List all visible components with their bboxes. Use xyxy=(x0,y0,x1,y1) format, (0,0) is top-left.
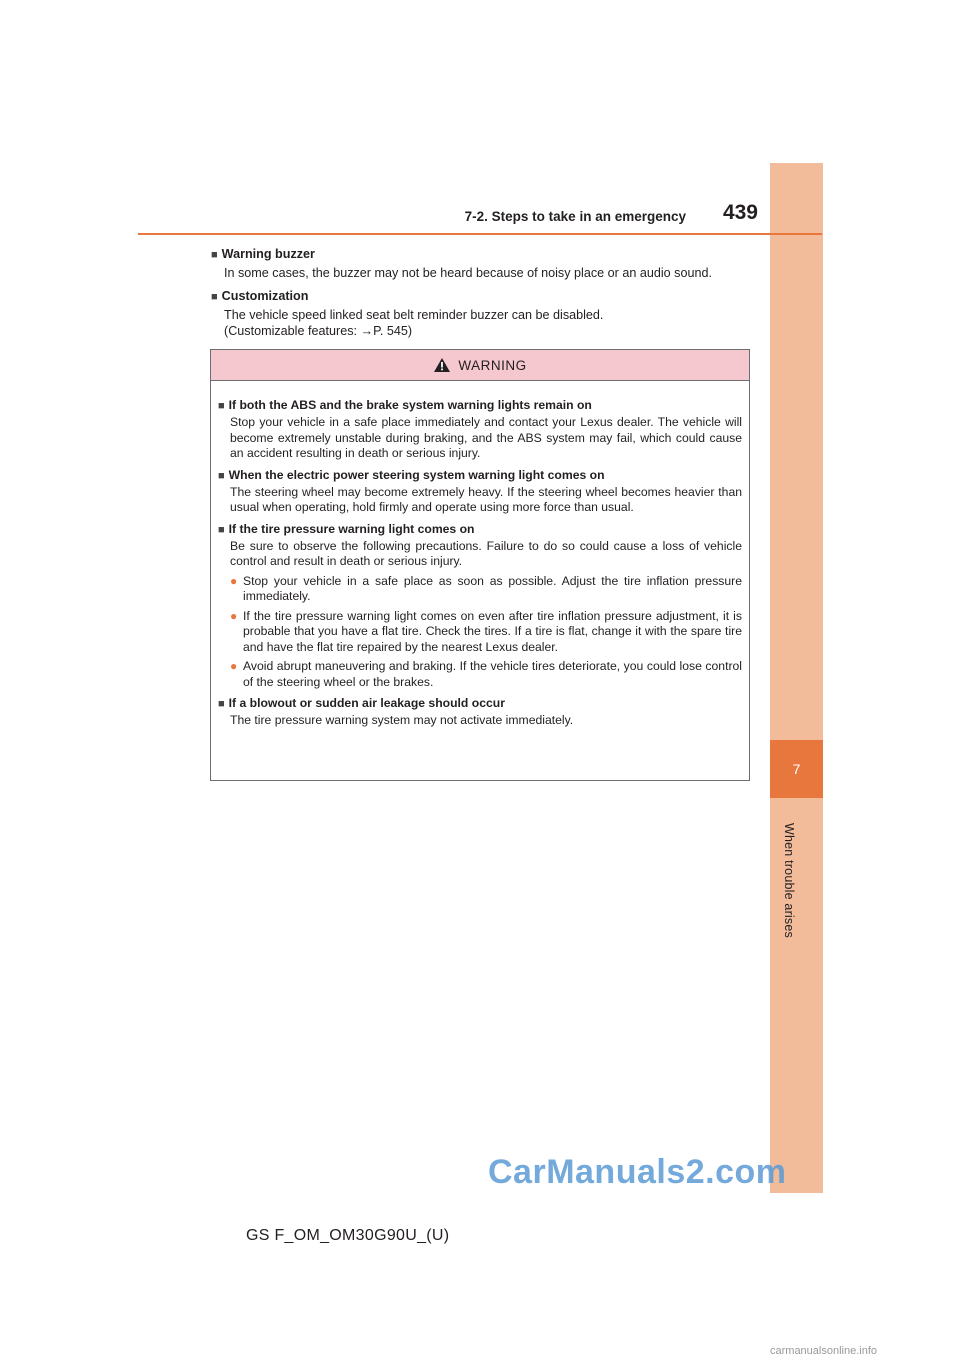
chapter-side-tab xyxy=(770,163,823,1193)
warning-paragraph: Be sure to observe the following precautions. Failure to do so could cause a loss of vehicle control and result in death or serious injury. xyxy=(230,538,742,568)
paragraph: The vehicle speed linked seat belt reminder buzzer can be disabled. xyxy=(224,307,604,322)
warning-paragraph: The tire pressure warning system may not activate immediately. xyxy=(230,713,574,727)
warning-subhead: ■ If the tire pressure warning light comes on xyxy=(218,521,475,536)
document-code: GS F_OM_OM30G90U_(U) xyxy=(246,1227,450,1244)
section-title: 7-2. Steps to take in an emergency xyxy=(464,209,686,224)
warning-label: WARNING xyxy=(458,357,527,373)
intro-text xyxy=(211,245,751,345)
warning-subhead: ■ When the electric power steering system warning light comes on xyxy=(218,467,605,482)
warning-bullet: ● Stop your vehicle in a safe place as soon as possible. Adjust the tire inflation pressure immediately. xyxy=(230,573,742,603)
subhead-warning-buzzer: ■ Warning buzzer xyxy=(211,247,315,261)
page-number: 439 xyxy=(722,201,758,224)
subhead-customization: ■ Customization xyxy=(211,288,309,303)
watermark-url: carmanualsonline.info xyxy=(770,1345,878,1357)
warning-body xyxy=(211,381,749,729)
warning-paragraph: Stop your vehicle in a safe place immediately and contact your Lexus dealer. The vehicle will become extremely unstable during braking, and the ABS system may fail, which could cause an accident resulting in death or serious injury. xyxy=(230,415,742,460)
watermark-logo: CarManuals2.com xyxy=(488,1153,787,1191)
warning-triangle-icon xyxy=(433,357,451,373)
paragraph: (Customizable features: →P. 545) xyxy=(224,324,413,338)
warning-subhead: ■ If both the ABS and the brake system warning lights remain on xyxy=(218,398,592,412)
chapter-number: 7 xyxy=(770,740,823,798)
warning-bullet: ● If the tire pressure warning light comes on even after tire inflation pressure adjustment, it is probable that you have a flat tire. Check the tires. If a tire is flat, change it with the spare tire and have the flat tire repaired by the nearest Lexus dealer. xyxy=(230,608,742,654)
warning-paragraph: The steering wheel may become extremely heavy. If the steering wheel becomes heavier than usual when operating, hold firmly and operate using more force than usual. xyxy=(230,484,742,514)
page-header xyxy=(138,203,822,235)
chapter-title: When trouble arises xyxy=(782,823,796,938)
warning-box xyxy=(210,349,750,781)
warning-subhead: ■ If a blowout or sudden air leakage should occur xyxy=(218,696,505,710)
warning-header xyxy=(211,350,749,381)
paragraph: In some cases, the buzzer may not be heard because of noisy place or an audio sound. xyxy=(224,266,712,280)
warning-bullet: ● Avoid abrupt maneuvering and braking. If the vehicle tires deteriorate, you could lose control of the steering wheel or the brakes. xyxy=(230,659,742,689)
